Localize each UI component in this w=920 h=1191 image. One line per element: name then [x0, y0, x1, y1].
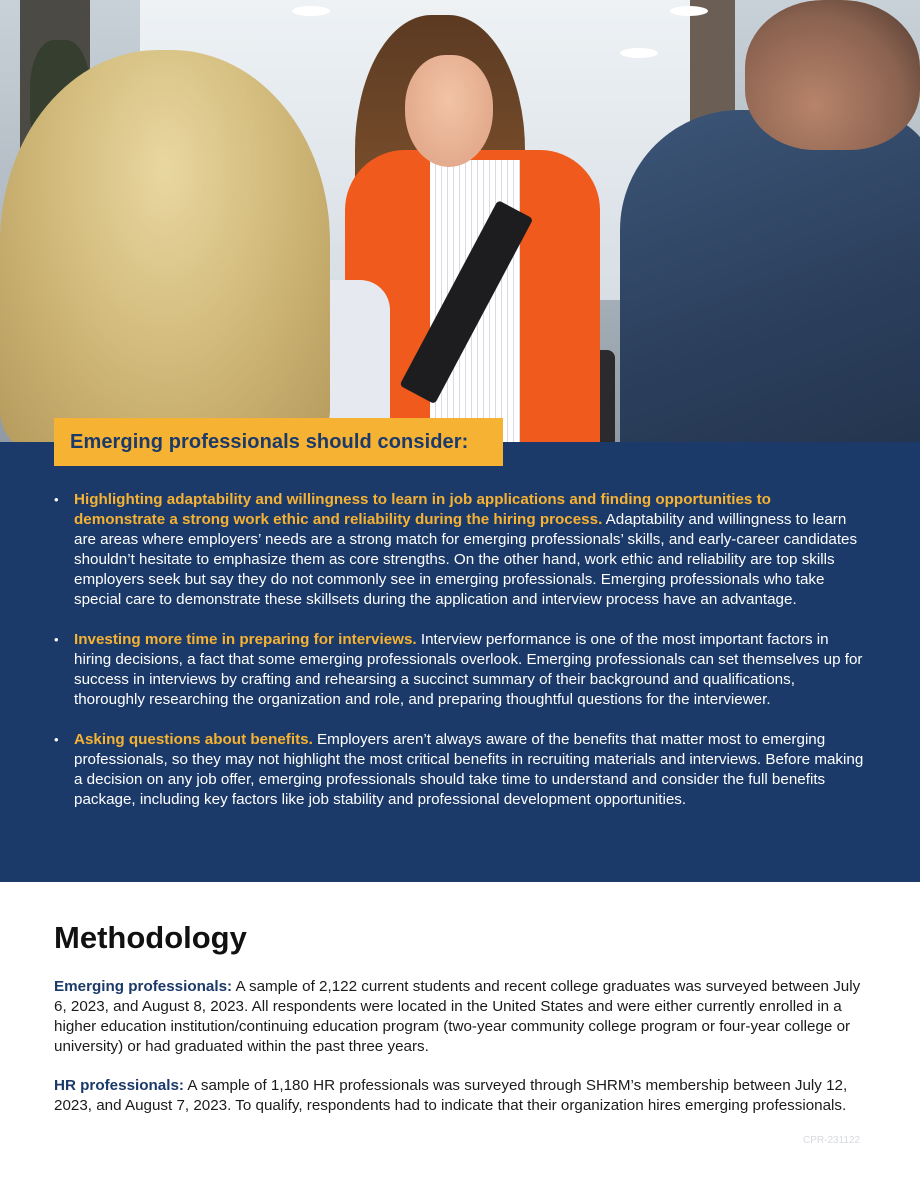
- paragraph-text: A sample of 2,122 current students and recent college graduates was surveyed between July 6, 2023, and August 8, 2023. All respondents were located in the United States and were either currently enrolled in a higher education institution/continuing education program (two-year community college program or four-year college or university) or had graduated within the past three years.: [54, 978, 861, 1055]
- ceiling-light: [292, 6, 330, 16]
- paragraph-label: HR professionals:: [54, 1077, 184, 1094]
- bullet-highlight: Asking questions about benefits.: [74, 731, 313, 748]
- paragraph-label: Emerging professionals:: [54, 978, 233, 995]
- bullet-text: Interview performance is one of the most important factors in hiring decisions, a fact that some emerging professionals overlook. Emerging professionals can set themselves up for success in interviews by crafting and rehearsing a succinct summary of their background and qualifications, thoroughly researching the organization and role, and preparing thoughtful questions for the interviewer.: [74, 631, 863, 708]
- list-item: [54, 730, 866, 810]
- bullet-text: Adaptability and willingness to learn are areas where employers’ needs are a strong match for emerging professionals’ skills, and early-career candidates shouldn’t hesitate to emphasize them as core strengths. On the other hand, work ethic and reliability are top skills employers seek but say they do not commonly see in emerging professionals. Emerging professionals who take special care to demonstrate these skillsets during the application and interview process have an advantage.: [74, 511, 858, 608]
- man-head: [745, 0, 920, 150]
- callout-box: [54, 418, 503, 466]
- hero-photo: [0, 0, 920, 442]
- methodology-paragraph-hr: [54, 1076, 869, 1116]
- paragraph-text: A sample of 1,180 HR professionals was surveyed through SHRM’s membership between July 12, 2023, and August 7, 2023. To qualify, respondents had to indicate that their organization hires emerging professionals.: [54, 1077, 848, 1114]
- document-code: CPR-231122: [803, 1135, 861, 1146]
- ceiling-light: [670, 6, 708, 16]
- blonde-person-hair: [0, 50, 330, 442]
- bullet-highlight: Investing more time in preparing for interviews.: [74, 631, 417, 648]
- callout-title: Emerging professionals should consider:: [70, 430, 469, 453]
- list-item: [54, 630, 866, 710]
- bullet-highlight: Highlighting adaptability and willingness to learn in job applications and finding opportunities to demonstrate a strong work ethic and reliability during the hiring process.: [74, 491, 771, 528]
- man-jacket: [620, 110, 920, 442]
- methodology-heading: Methodology: [54, 920, 247, 955]
- methodology-paragraph-emerging: [54, 977, 869, 1057]
- ceiling-light: [620, 48, 658, 58]
- bullet-text: Employers aren’t always aware of the benefits that matter most to emerging professionals, so they may not highlight the most critical benefits in recruiting materials and interviews. Before making a decision on any job offer, emerging professionals should take time to understand and consider the full benefits package, including key factors like job stability and professional development opportunities.: [74, 731, 864, 808]
- list-item: [54, 490, 866, 610]
- recommendations-list: [54, 490, 866, 830]
- woman-face: [405, 55, 493, 167]
